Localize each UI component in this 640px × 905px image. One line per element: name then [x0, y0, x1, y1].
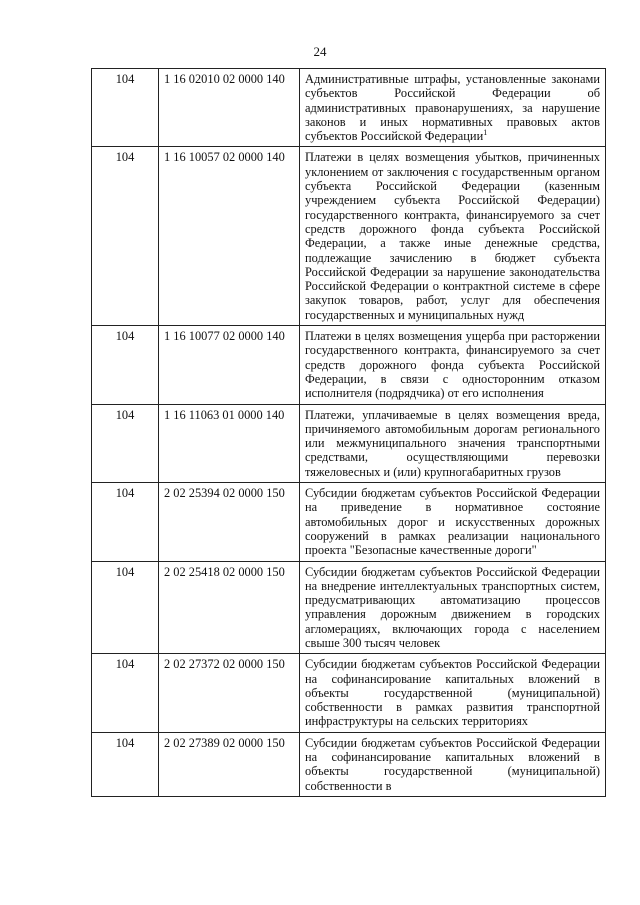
- revenue-name-text: Платежи в целях возмещения ущерба при расторжении государственного контракта, финансируемого за счет средств дорожного фонда субъекта Российской Федерации, в связи с односторонним отказом исполнителя (подрядчика) от его исполнения: [305, 329, 600, 401]
- budget-code-cell: 1 16 02010 02 0000 140: [159, 69, 300, 147]
- admin-code-cell: 104: [92, 326, 159, 404]
- revenue-name-cell: [300, 732, 606, 796]
- admin-code-cell: 104: [92, 654, 159, 732]
- table-row: [92, 147, 606, 326]
- revenue-name-cell: [300, 326, 606, 404]
- revenue-name-text: Платежи, уплачиваемые в целях возмещения вреда, причиняемого автомобильным дорогам регионального или межмуниципального значения транспортными средствами, осуществляющими перевозки тяжеловесных и (или) крупногабаритных грузов: [305, 407, 600, 479]
- admin-code-cell: 104: [92, 561, 159, 654]
- revenue-name-text: Субсидии бюджетам субъектов Российской Федерации на приведение в нормативное состояние автомобильных дорог и искусственных дорожных сооружений в рамках реализации национального проекта "Безопасные качественные дороги": [305, 486, 600, 558]
- revenue-name-cell: [300, 404, 606, 482]
- revenue-name-text: Платежи в целях возмещения убытков, причиненных уклонением от заключения с государственным органом субъекта Российской Федерации (казенным учреждением субъекта Российской Федерации) государственного контракта, финансируемого за счет средств дорожного фонда субъекта Российской Федерации, а также иные денежные средства, подлежащие зачислению в бюджет субъекта Российской Федерации за нарушение законодательства Российской Федерации о контрактной системе в сфере закупок товаров, работ, услуг для обеспечения государственных и муниципальных нужд: [305, 150, 600, 322]
- admin-code-cell: 104: [92, 69, 159, 147]
- revenue-name-cell: [300, 561, 606, 654]
- admin-code-cell: 104: [92, 404, 159, 482]
- table-body: [92, 69, 606, 797]
- budget-revenue-table: [91, 68, 606, 797]
- admin-code-cell: 104: [92, 732, 159, 796]
- table-row: [92, 654, 606, 732]
- page-number: 24: [313, 44, 327, 59]
- footnote-marker: 1: [483, 128, 488, 138]
- budget-code-cell: 1 16 11063 01 0000 140: [159, 404, 300, 482]
- revenue-name-text: Субсидии бюджетам субъектов Российской Федерации на внедрение интеллектуальных транспортных систем, предусматривающих автоматизацию процессов управления дорожным движением в городских агломерациях, включающих города с населением свыше 300 тысяч человек: [305, 564, 600, 650]
- budget-code-cell: 2 02 25418 02 0000 150: [159, 561, 300, 654]
- revenue-name-text: Субсидии бюджетам субъектов Российской Федерации на софинансирование капитальных вложений в объекты государственной (муниципальной) собственности в: [305, 735, 600, 793]
- table-row: [92, 326, 606, 404]
- budget-code-cell: 2 02 25394 02 0000 150: [159, 483, 300, 561]
- revenue-name-cell: [300, 654, 606, 732]
- revenue-name-cell: [300, 69, 606, 147]
- revenue-name-text: Административные штрафы, установленные законами субъектов Российской Федерации об административных правонарушениях, за нарушение законов и иных нормативных правовых актов субъектов Российской Федерации: [305, 72, 600, 144]
- budget-code-cell: 1 16 10057 02 0000 140: [159, 147, 300, 326]
- table-row: [92, 69, 606, 147]
- revenue-name-cell: [300, 483, 606, 561]
- admin-code-cell: 104: [92, 483, 159, 561]
- budget-code-cell: 1 16 10077 02 0000 140: [159, 326, 300, 404]
- table-row: [92, 732, 606, 796]
- table-row: [92, 483, 606, 561]
- budget-code-cell: 2 02 27389 02 0000 150: [159, 732, 300, 796]
- table-row: [92, 404, 606, 482]
- budget-code-cell: 2 02 27372 02 0000 150: [159, 654, 300, 732]
- table-row: [92, 561, 606, 654]
- revenue-name-text: Субсидии бюджетам субъектов Российской Федерации на софинансирование капитальных вложений в объекты государственной (муниципальной) собственности в рамках развития транспортной инфраструктуры на сельских территориях: [305, 657, 600, 729]
- admin-code-cell: 104: [92, 147, 159, 326]
- revenue-name-cell: [300, 147, 606, 326]
